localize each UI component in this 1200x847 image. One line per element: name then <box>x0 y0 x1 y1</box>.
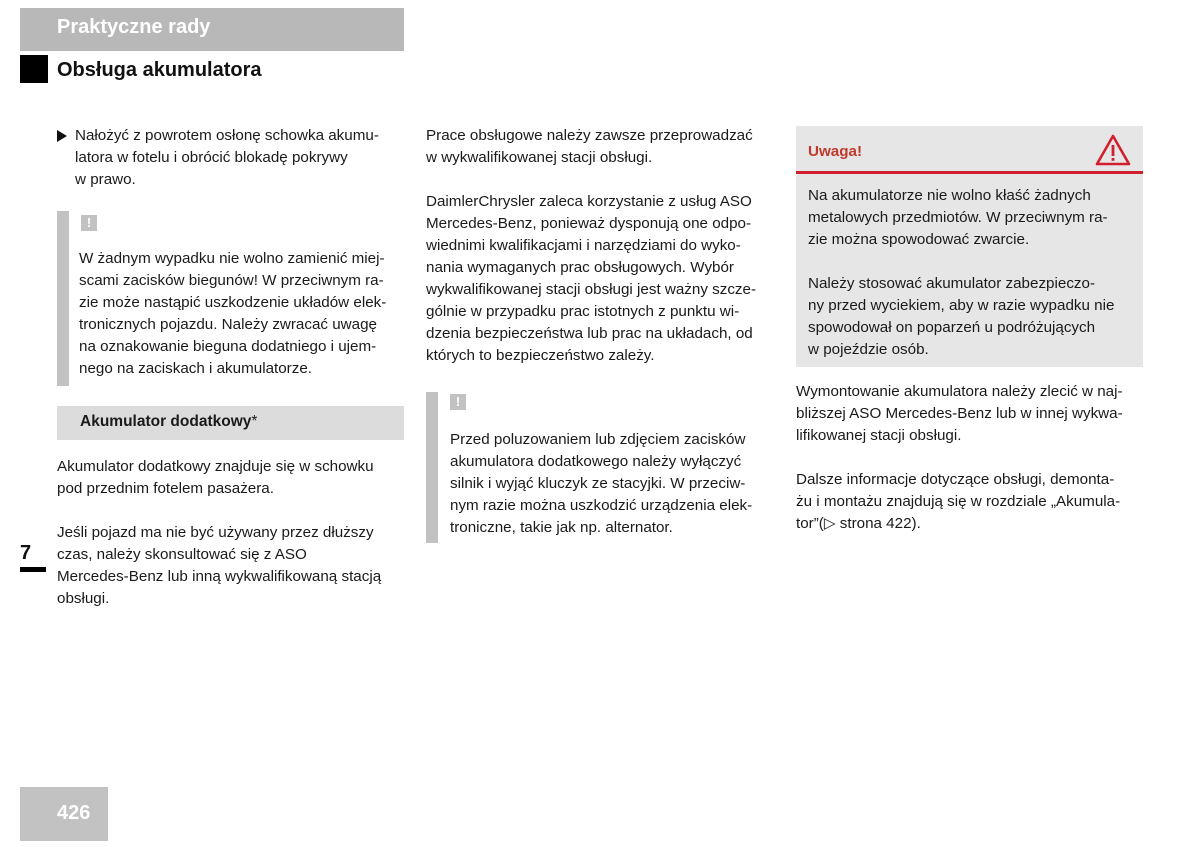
page-reference-arrow-icon[interactable]: ▷ <box>823 515 836 532</box>
subheading <box>80 411 257 433</box>
warning-paragraph: Należy stosować akumulator zabezpieczo- ny przed wyciekiem, aby w razie wypadku nie spowodował on poparzeń u podróżujących w pojeździe osób. <box>808 275 1115 358</box>
column-1 <box>57 125 407 191</box>
crossref-page-link[interactable]: strona 422). <box>835 515 921 532</box>
subheading-star: * <box>251 413 258 430</box>
warning-body <box>808 185 1141 361</box>
warning-triangle-icon <box>1095 134 1131 166</box>
chapter-header-bar <box>20 8 404 51</box>
exclamation-icon: ! <box>81 215 97 231</box>
chapter-number: 7 <box>20 542 32 564</box>
instruction-bullet <box>57 125 407 191</box>
chapter-underline <box>20 567 46 572</box>
column-1-body <box>57 456 407 610</box>
note-text: W żadnym wypadku nie wolno zamienić miej- scami zacisków biegunów! W przeciwnym ra- zie może nastąpić uszkodzenie układów elek- tronicznych pojazdu. Należy zwracać uwagę na oznakowanie bieguna dodatniego i ujem- nego na zaciskach i akumulatorze. <box>79 250 387 377</box>
bullet-text: Nałożyć z powrotem osłonę schowka akumu- latora w fotelu i obrócić blokadę pokrywy w prawo. <box>75 127 379 188</box>
page-number-box <box>20 787 108 841</box>
column-3-body <box>796 381 1151 535</box>
section-title: Obsługa akumulatora <box>57 59 262 81</box>
chapter-title: Praktyczne rady <box>57 16 211 38</box>
column-2 <box>426 125 781 367</box>
page-number: 426 <box>57 802 91 824</box>
warning-rule <box>796 171 1143 174</box>
note-text: Przed poluzowaniem lub zdjęciem zacisków akumulatora dodatkowego należy wyłączyć silnik i wyjąć kluczyk ze stacyjki. W przeciw- nym razie można uszkodzić urządzenia elek- troniczne, takie jak np. alternator. <box>450 431 753 536</box>
warning-paragraph: Na akumulatorze nie wolno kłaść żadnych metalowych przedmiotów. W przeciwnym ra- zie można spowodować zwarcie. <box>808 187 1108 248</box>
crossref-text-before: Dalsze informacje dotyczące obsługi, demonta- żu i montażu znajdują się w rozdziale „Akumula- tor”( <box>796 471 1121 532</box>
paragraph: DaimlerChrysler zaleca korzystanie z usług ASO Mercedes-Benz, ponieważ dysponują one odpo- wiednimi kwalifikacjami i narzędziami do wyko- nania wymaganych prac obsługowych. Wybór wykwalifikowanej stacji obsługi jest ważny szcze- gólnie w przypadku prac istotnych z punktu wi- dzenia bezpieczeństwa lub prac na układach, od których to bezpieczeństwo zależy. <box>426 193 757 364</box>
paragraph: Jeśli pojazd ma nie być używany przez dłuższy czas, należy skonsultować się z ASO Mercedes-Benz lub inną wykwalifikowaną stacją obsługi. <box>57 524 382 607</box>
paragraph: Prace obsługowe należy zawsze przeprowadzać w wykwalifikowanej stacji obsługi. <box>426 127 753 166</box>
warning-box <box>796 126 1143 367</box>
section-marker <box>20 55 48 83</box>
subheading-text: Akumulator dodatkowy <box>80 413 252 430</box>
warning-title: Uwaga! <box>808 143 863 160</box>
paragraph: Akumulator dodatkowy znajduje się w schowku pod przednim fotelem pasażera. <box>57 458 374 497</box>
note-box-2 <box>426 392 785 543</box>
paragraph: Wymontowanie akumulatora należy zlecić w naj- bliższej ASO Mercedes-Benz lub w innej wykwa- lifikowanej stacji obsługi. <box>796 383 1123 444</box>
subheading-bar <box>57 406 404 440</box>
paragraph-cross-reference <box>796 469 1151 535</box>
exclamation-icon: ! <box>450 394 466 410</box>
note-box-1 <box>57 211 416 386</box>
bullet-arrow-icon <box>57 130 67 142</box>
